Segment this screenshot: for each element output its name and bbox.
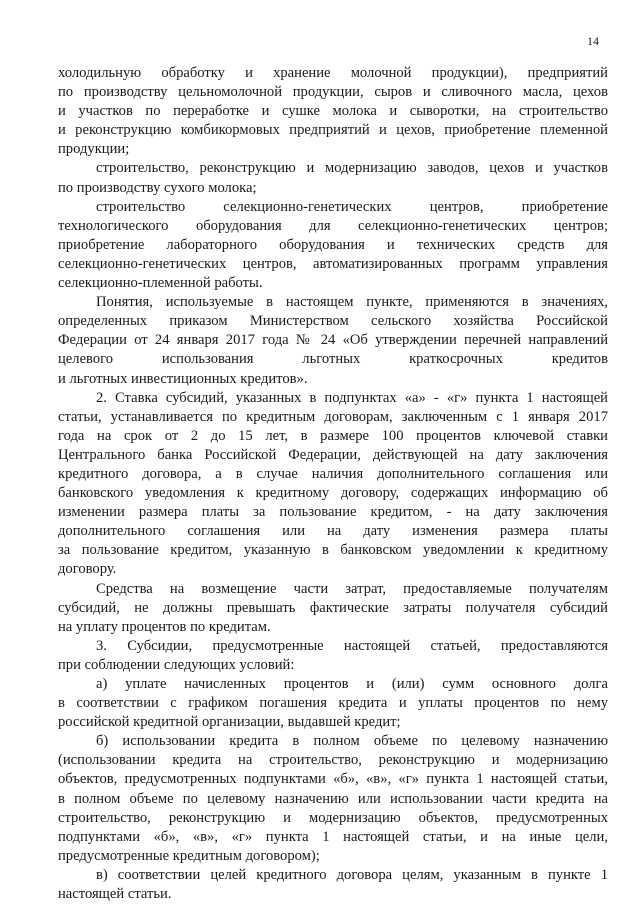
text-line: за пользование кредитом, указанную в банковском уведомлении к кредитному (58, 542, 608, 559)
text-line: 2. Ставка субсидий, указанных в подпунктах «а» - «г» пункта 1 настоящей (96, 389, 608, 406)
text-line: и льготных инвестиционных кредитов». (58, 370, 308, 387)
text-line: договору. (58, 561, 117, 578)
text-line: года на срок от 2 до 15 лет, в размере 100 процентов ключевой ставки (58, 427, 608, 444)
text-line: и реконструкцию комбикормовых предприятий и цехов, приобретение племенной (58, 122, 608, 139)
page-number: 14 (587, 34, 599, 48)
text-line: и участков по переработке и сушке молока и сыворотки, на строительство (58, 103, 608, 120)
document-body (58, 64, 608, 904)
text-line: целевого использования льготных краткосрочных кредитов (58, 351, 608, 368)
text-line: 3. Субсидии, предусмотренные настоящей статьей, предоставляются (96, 637, 608, 654)
text-line: Федерации от 24 января 2017 года № 24 «Об утверждении перечней направлений (58, 332, 608, 349)
paragraph (58, 866, 608, 904)
text-line: банковского уведомления к кредитному договору, содержащих информацию об (58, 485, 608, 502)
text-line: приобретение лабораторного оборудования и технических средств для (58, 236, 608, 253)
text-line: Понятия, используемые в настоящем пункте, применяются в значениях, (96, 294, 608, 311)
text-line: объектов, предусмотренных подпунктами «б», «в», «г» пункта 1 настоящей статьи, (58, 771, 608, 788)
text-line: субсидий, не должны превышать фактические затраты получателя субсидий (58, 599, 608, 616)
text-line: селекционно-генетических центров, автоматизированных программ управления (58, 255, 608, 272)
text-line: определенных приказом Министерством сельского хозяйства Российской (58, 313, 608, 330)
text-line: статьи, устанавливается по кредитным договорам, заключенным с 1 января 2017 (58, 408, 608, 425)
paragraph (58, 198, 608, 293)
paragraph (58, 675, 608, 732)
text-line: в полном объеме по целевому назначению или использовании части кредита на (58, 790, 608, 807)
text-line: предусмотренные кредитным договором); (58, 847, 320, 864)
text-line: настоящей статьи. (58, 886, 172, 903)
text-line: изменении размера платы за пользование кредитом, - на дату заключения (58, 504, 608, 521)
text-line: селекционно-племенной работы. (58, 275, 263, 292)
text-line: строительство, реконструкцию и модернизацию заводов, цехов и участков (96, 160, 608, 177)
text-line: строительство селекционно-генетических центров, приобретение (96, 198, 608, 215)
text-line: на уплату процентов по кредитам. (58, 618, 271, 635)
paragraph (58, 580, 608, 637)
text-line: в) соответствии целей кредитного договора целям, указанным в пункте 1 (96, 866, 608, 883)
text-line: продукции; (58, 141, 130, 158)
text-line: по производству цельномолочной продукции, сыров и сливочного масла, цехов (58, 84, 608, 101)
text-line: (использовании кредита на строительство, реконструкцию и модернизацию (58, 752, 608, 769)
text-line: российской кредитной организации, выдавшей кредит; (58, 714, 401, 731)
text-line: технологического оборудования для селекционно-генетических центров; (58, 217, 608, 234)
text-line: Центрального банка Российской Федерации, действующей на дату заключения (58, 446, 608, 463)
text-line: а) уплате начисленных процентов и (или) сумм основного долга (96, 676, 608, 692)
text-line: холодильную обработку и хранение молочной продукции), предприятий (58, 65, 608, 81)
text-line: Средства на возмещение части затрат, предоставляемые получателям (96, 580, 608, 597)
paragraph (58, 637, 608, 675)
paragraph (58, 293, 608, 388)
text-line: при соблюдении следующих условий: (58, 656, 295, 673)
text-line: б) использовании кредита в полном объеме по целевому назначению (96, 733, 608, 750)
text-line: по производству сухого молока; (58, 179, 257, 196)
text-line: подпунктами «б», «в», «г» пункта 1 настоящей статьи, и на иные цели, (58, 828, 608, 845)
text-line: дополнительного соглашения или на дату изменения размера платы (58, 523, 608, 540)
text-line: кредитного договора, а в случае наличия дополнительного соглашения или (58, 465, 608, 482)
text-line: строительство, реконструкцию и модернизацию объектов, предусмотренных (58, 809, 608, 826)
paragraph (58, 389, 608, 580)
paragraph (58, 64, 608, 159)
paragraph (58, 159, 608, 197)
text-line: в соответствии с графиком погашения кредита и уплаты процентов по нему (58, 695, 608, 712)
paragraph (58, 732, 608, 866)
